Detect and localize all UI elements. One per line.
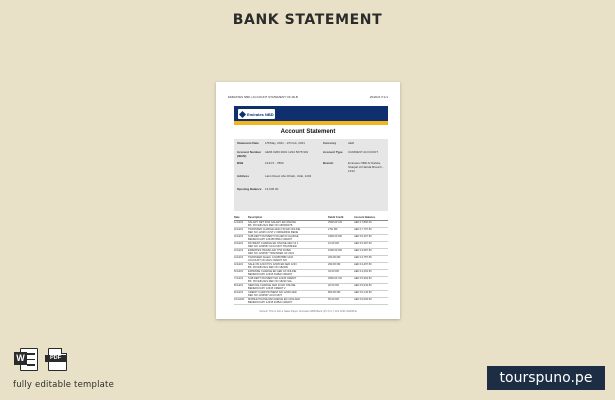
row-description-line: EMIRATES TRAVEL ED 7754 DUBAI — [248, 249, 292, 252]
row-description-line: MOBILE PHONE RECHARGE ED 1234 AED — [248, 298, 300, 301]
row-description-line: SUB DEPT PAYMENT FIN AED 8 CHARGE — [248, 235, 299, 238]
bank-banner — [234, 106, 388, 125]
row-description-line: BENEFICIARY 12345 DUBAI CREDIT — [248, 301, 293, 304]
info-value: 1/5/May, 2021 - 1/5 Feb, 2021 — [265, 141, 305, 145]
info-value — [348, 187, 385, 196]
row-description-line: SUB DEPT PAYMENT ED 12345 CREDIT — [248, 277, 297, 280]
table-row — [234, 235, 388, 242]
row-description-line: SERVICE CHARGE AED 20 ED ONLINE — [248, 284, 296, 287]
row-description-line: BENEFICIARY 12345678912 CREDIT — [248, 238, 293, 241]
column-header-date: Date — [234, 216, 240, 219]
row-date: 4/Jul/21 — [234, 263, 244, 266]
row-balance: AED 15,487.50 — [354, 242, 372, 245]
document-header — [228, 95, 388, 101]
statement-preview — [216, 82, 400, 319]
row-description — [248, 284, 328, 290]
account-info-panel — [234, 139, 388, 211]
row-amount: 50.00 DR — [328, 298, 339, 301]
table-row — [234, 221, 388, 228]
info-value: CURRENT ACCOUNT — [348, 150, 379, 154]
row-date: 9/Jul/21 — [234, 291, 244, 294]
info-label — [323, 187, 348, 196]
row-description — [248, 228, 328, 234]
pdf-icon: PDF — [45, 347, 68, 371]
info-label: Branch — [323, 161, 334, 165]
row-description — [248, 235, 328, 241]
row-description-line: BK: 05 FEB 2021 REF NO 180300078 — [248, 224, 293, 227]
row-date: 4/Jul/21 — [234, 249, 244, 252]
row-description — [248, 291, 328, 297]
table-row — [234, 249, 388, 256]
word-icon: W — [14, 347, 37, 371]
bank-logo — [238, 109, 275, 119]
row-amount: 2300.00 DR — [328, 235, 342, 238]
table-row — [234, 242, 388, 249]
row-amount: 20.00 DR — [328, 284, 339, 287]
row-description — [248, 242, 328, 248]
bank-logo-text: Emirates NBD — [247, 111, 274, 117]
row-description — [248, 270, 328, 276]
row-balance: AED 13,787.50 — [354, 256, 372, 259]
table-row — [234, 277, 388, 284]
info-row — [237, 161, 385, 174]
info-value: 1234 5 - 7890 — [265, 161, 284, 165]
info-label: Account Type — [323, 150, 343, 154]
row-description-line: TRANSFER CHARGE AED 2.50 ED ONLINE — [248, 228, 301, 231]
table-row — [234, 291, 388, 298]
column-header-amount: Debit/ Credit — [328, 216, 344, 219]
row-balance: AED 15,143.50 — [354, 291, 372, 294]
info-value — [348, 174, 385, 187]
info-row — [237, 150, 385, 161]
page-title: BANK STATEMENT — [232, 12, 383, 28]
document-footer: Closed: This is Not a Sales Paper. Emirates NBD Bank (P.J.S.C.) 123 1234 SAMPLE — [259, 310, 357, 313]
row-description — [248, 249, 328, 255]
row-description-line: REF NO 1234567 ACCOUNT — [248, 294, 283, 297]
row-description — [248, 263, 328, 269]
row-amount: 200.00 DR — [328, 256, 341, 259]
row-amount: 2.50 DR — [328, 228, 338, 231]
editable-caption: fully editable template — [13, 380, 115, 390]
row-description-line: BENEFICIARY 12345 CREDIT 2 — [248, 287, 286, 290]
table-row — [234, 228, 388, 235]
row-description-line: CREDIT CARD PAYMENT ED 12345 AED — [248, 291, 297, 294]
row-description-line: REF NO 1234567 ACCOUNT TRANSFER — [248, 245, 297, 248]
document-header-right: 20/2021 P.1/1 — [369, 95, 388, 99]
row-balance: AED 13,987.50 — [354, 249, 372, 252]
row-description-line: BK: 05 FEB 2021 REF NO 182400 — [248, 266, 288, 269]
row-balance: AED 17,800.00 — [354, 221, 372, 224]
info-value: Emirates NBD Al Nahda, Sharjah Al Nahda Branch - 1234 — [348, 161, 384, 173]
row-date: 4/Jul/21 — [234, 256, 244, 259]
row-amount: 1500.00 DR — [328, 249, 342, 252]
column-header-balance: Account Balance — [354, 216, 376, 219]
table-body — [234, 221, 388, 305]
row-description-line: SALARY NET 0011 SALARY ED ONLINE — [248, 221, 296, 224]
row-description — [248, 298, 328, 304]
row-date: 10/Jul/21 — [234, 298, 245, 301]
row-amount: 34.00 DR — [328, 270, 339, 273]
row-amount: 290.00 DR — [328, 263, 341, 266]
row-description — [248, 221, 328, 227]
info-value: AED — [348, 141, 355, 145]
row-description-line: BK: 05 FEB 2021 REF NO 18240 SAL — [248, 280, 293, 283]
row-balance: AED 15,497.50 — [354, 235, 372, 238]
table-row — [234, 298, 388, 305]
row-date: 3/Jul/21 — [234, 228, 244, 231]
row-date: 3/Jul/21 — [234, 242, 244, 245]
table-row — [234, 263, 388, 270]
info-row — [237, 141, 385, 150]
row-date: 7/Jul/21 — [234, 277, 244, 280]
file-format-icons — [14, 347, 76, 371]
info-row — [237, 174, 385, 187]
row-description-line: PAYMENT CHARGE ED ONLINE AED 10 1 — [248, 242, 299, 245]
row-description-line: SALE ON 1234 POS 12345 ED AED 1234 — [248, 263, 297, 266]
column-header-description: Description — [248, 216, 263, 219]
row-description-line: BENEFICIARY 12345 DUBAI CREDIT — [248, 273, 293, 276]
row-description-line: REF NO 1234567 TRANSFER OF 2021 — [248, 252, 295, 255]
info-value: Latin Road, Abu Dhabi, UAE, 1234 — [265, 174, 312, 178]
info-label: Address — [237, 174, 250, 178]
table-row — [234, 256, 388, 263]
row-description-line: TRANSFER Details: 1234567889 1234 — [248, 256, 293, 259]
info-label: Currency — [323, 141, 337, 145]
row-balance: AED 15,943.50 — [354, 284, 372, 287]
brand-badge[interactable]: tourspuno.pe — [487, 366, 605, 390]
info-row — [237, 187, 385, 196]
row-date: 8/Jul/21 — [234, 284, 244, 287]
row-description-line: REF NO 12345 CUST 2 ORDERING BENE — [248, 231, 299, 234]
row-description — [248, 277, 328, 283]
info-value: AE66 0260 0001 1234 5678 901 — [265, 150, 309, 154]
row-amount: 2500.00 CR — [328, 221, 342, 224]
row-amount: 10.00 DR — [328, 242, 339, 245]
row-balance: AED 13,463.50 — [354, 270, 372, 273]
row-date: 1/Jul/21 — [234, 221, 244, 224]
row-description-line: ACCOUNT ON 2021 CREDIT NO — [248, 259, 287, 262]
statement-title: Account Statement — [280, 129, 336, 135]
bank-logo-icon — [239, 110, 246, 117]
transactions-table — [234, 215, 388, 305]
row-date: 5/Jul/21 — [234, 270, 244, 273]
table-row — [234, 284, 388, 291]
row-balance: AED 15,093.50 — [354, 298, 372, 301]
row-description — [248, 256, 328, 262]
info-value: 13,645.00 — [265, 187, 279, 191]
info-label: Opening Balance — [237, 187, 262, 191]
row-amount: 2500.00 CR — [328, 277, 342, 280]
info-label: Statement Date — [237, 141, 259, 145]
row-balance: AED 17,797.50 — [354, 228, 372, 231]
info-label — [323, 174, 348, 187]
row-balance: AED 13,497.50 — [354, 263, 372, 266]
row-balance: AED 15,963.50 — [354, 277, 372, 280]
document-header-left: EMIRATES NBD | ACCOUNT STATEMENT OF MLB — [228, 95, 298, 99]
table-row — [234, 270, 388, 277]
row-amount: 800.00 DR — [328, 291, 341, 294]
row-date: 3/Jul/21 — [234, 235, 244, 238]
info-label: BSB — [237, 161, 244, 165]
row-description-line: EXPENSE CHARGE ED AED 34 ONLINE — [248, 270, 297, 273]
info-label: Account Number (IBAN) — [237, 150, 262, 158]
banner-stripe — [234, 121, 388, 125]
